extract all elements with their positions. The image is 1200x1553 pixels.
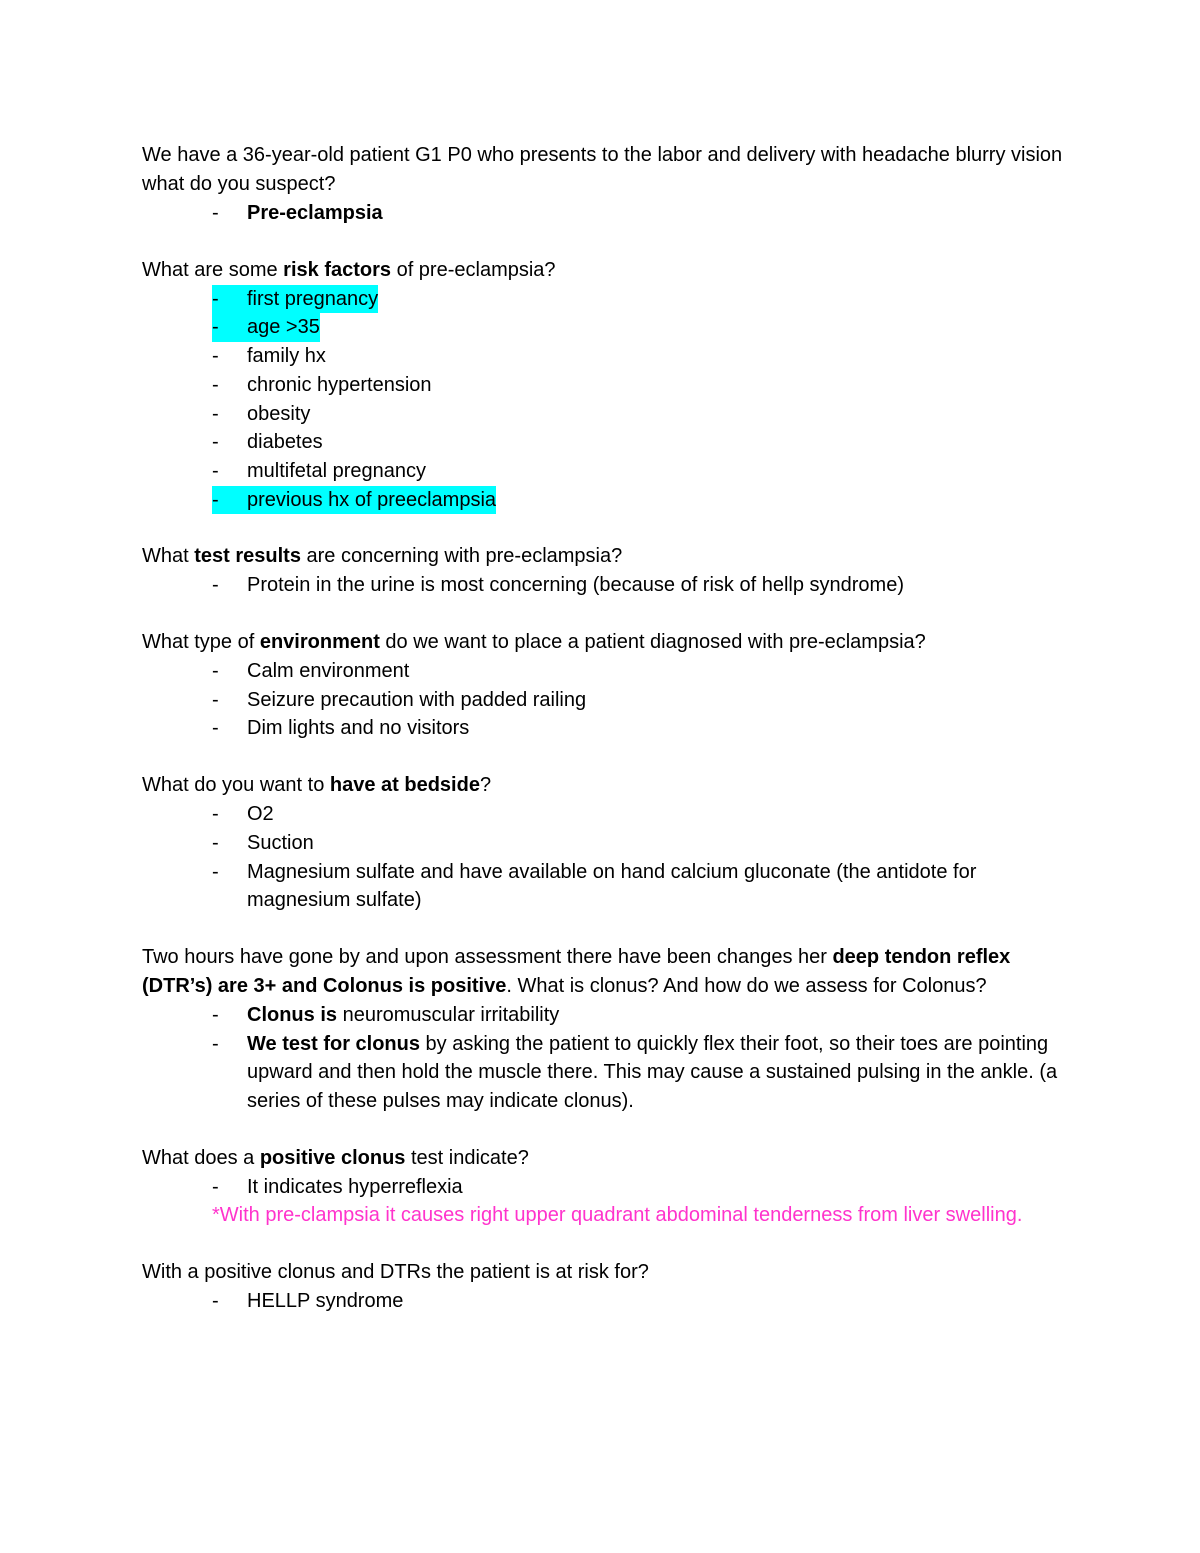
question-keyword: risk factors [283, 258, 392, 281]
answer-item [142, 1287, 1072, 1316]
bullet-dash: - [212, 1032, 219, 1055]
question-text: do we want to place a patient diagnosed with pre-eclampsia? [379, 631, 926, 654]
answer-segment: O2 [247, 803, 274, 826]
question-text: are concerning with pre-eclampsia? [300, 545, 623, 568]
answer-list [142, 657, 1072, 743]
answer-segment: multifetal pregnancy [247, 459, 426, 482]
answer-segment: Seizure precaution with padded railing [247, 688, 587, 711]
qa-section [142, 542, 1072, 600]
answer-text [212, 486, 496, 515]
bullet-dash: - [212, 717, 219, 740]
answer-segment: It indicates hyperreflexia [247, 1175, 463, 1198]
question-text: . What is clonus? And how do we assess for Colonus? [506, 974, 987, 997]
bullet-dash: - [212, 287, 219, 310]
question-text: We have a 36-year-old patient G1 P0 who presents to the labor and delivery with headache blurry vision what do you suspect? [142, 144, 1063, 195]
question-keyword: test results [194, 545, 301, 568]
bullet-dash: - [212, 688, 219, 711]
answer-text [247, 832, 314, 854]
qa-section [142, 141, 1072, 228]
answer-item [142, 199, 1072, 228]
answer-item [142, 1001, 1072, 1030]
answer-keyword: Clonus is [247, 1003, 338, 1026]
question [142, 1258, 1072, 1287]
answer-list [142, 199, 1072, 228]
bullet-dash: - [212, 860, 219, 883]
qa-section [142, 628, 1072, 743]
question [142, 256, 1072, 285]
answer-text [247, 861, 976, 912]
bullet-dash: - [212, 831, 219, 854]
answer-item [142, 457, 1072, 486]
answer-segment: obesity [247, 402, 311, 425]
answer-item [142, 829, 1072, 858]
answer-item [142, 714, 1072, 743]
answer-item-highlighted [142, 313, 1072, 342]
qa-section [142, 771, 1072, 915]
answer-item [142, 571, 1072, 600]
answer-item [142, 1173, 1072, 1202]
answer-keyword: We test for clonus [247, 1032, 420, 1055]
answer-text [247, 1176, 463, 1198]
question [142, 1144, 1072, 1173]
answer-item [142, 428, 1072, 457]
answer-item [142, 800, 1072, 829]
question-text: of pre-eclampsia? [391, 258, 556, 281]
answer-list [142, 571, 1072, 600]
answer-text [247, 660, 409, 682]
bullet-dash: - [212, 1003, 219, 1026]
question-text: With a positive clonus and DTRs the patient is at risk for? [142, 1261, 649, 1284]
answer-item [142, 858, 1072, 915]
answer-item-highlighted [142, 486, 1072, 515]
answer-text [247, 574, 904, 596]
bullet-dash: - [212, 803, 219, 826]
bullet-dash: - [212, 402, 219, 425]
question [142, 542, 1072, 571]
answer-keyword: Pre-eclampsia [247, 202, 383, 224]
answer-text [247, 717, 469, 739]
question-text: What does a [142, 1146, 260, 1169]
document-content [142, 141, 1072, 1344]
question [142, 141, 1072, 199]
answer-text [247, 403, 310, 425]
question-text: What [142, 545, 195, 568]
answer-text [247, 1290, 403, 1312]
answer-list [142, 1287, 1072, 1316]
answer-segment: first pregnancy [247, 287, 379, 310]
answer-text [247, 803, 274, 825]
answer-segment: chronic hypertension [247, 373, 432, 396]
question-text: What are some [142, 258, 284, 281]
bullet-dash: - [212, 202, 219, 224]
answer-item [142, 1030, 1072, 1116]
answer-list [142, 285, 1072, 515]
answer-segment: Calm environment [247, 660, 410, 683]
bullet-dash: - [212, 316, 219, 339]
question [142, 771, 1072, 800]
answer-text [247, 431, 323, 453]
bullet-dash: - [212, 488, 219, 511]
answer-segment: diabetes [247, 431, 323, 454]
answer-segment: Magnesium sulfate and have available on hand calcium gluconate (the antidote for magnesium sulfate) [247, 860, 977, 912]
answer-text [247, 1004, 559, 1026]
answer-segment: Protein in the urine is most concerning (because of risk of hellp syndrome) [247, 574, 904, 597]
bullet-dash: - [212, 1175, 219, 1198]
answer-segment: by asking the patient to quickly flex their foot, so their toes are pointing upward and then hold the muscle there. This may cause a sustained pulsing in the ankle. (a series of these pulses may indicate clonus). [247, 1032, 1058, 1113]
answer-item [142, 371, 1072, 400]
question-keyword: environment [259, 631, 380, 654]
question-keyword: have at bedside [329, 774, 480, 797]
answer-text [247, 1033, 1057, 1112]
question-text: What type of [142, 631, 260, 654]
bullet-dash: - [212, 431, 219, 454]
question-text: test indicate? [405, 1146, 529, 1169]
bullet-dash: - [212, 574, 219, 597]
qa-section [142, 1144, 1072, 1231]
question-text: What do you want to [142, 774, 330, 797]
answer-item [142, 657, 1072, 686]
answer-item [142, 686, 1072, 715]
callout-note: *With pre-clampsia it causes right upper quadrant abdominal tenderness from liver swelling. [212, 1204, 1023, 1227]
bullet-dash: - [212, 373, 219, 396]
bullet-dash: - [212, 459, 219, 482]
answer-item [142, 342, 1072, 371]
question [142, 943, 1072, 1001]
answer-segment: family hx [247, 345, 326, 368]
answer-segment: Dim lights and no visitors [247, 717, 470, 740]
qa-section [142, 943, 1072, 1116]
question-text: Two hours have gone by and upon assessment there have been changes her [142, 945, 833, 968]
answer-segment: previous hx of preeclampsia [247, 488, 497, 511]
question-keyword: deep tendon reflex (DTR’s) are 3+ and Colonus is positive [142, 945, 1011, 997]
answer-item-highlighted [142, 285, 1072, 314]
bullet-dash: - [212, 660, 219, 683]
answer-text [247, 689, 586, 711]
answer-text [247, 345, 326, 367]
bullet-dash: - [212, 1290, 219, 1313]
answer-text [247, 374, 432, 396]
answer-text [247, 202, 383, 224]
answer-list [142, 800, 1072, 915]
answer-segment: Suction [247, 831, 314, 854]
qa-section [142, 256, 1072, 515]
question [142, 628, 1072, 657]
qa-section [142, 1258, 1072, 1316]
answer-segment: HELLP syndrome [247, 1290, 404, 1313]
answer-list [142, 1001, 1072, 1116]
answer-list [142, 1173, 1072, 1202]
bullet-dash: - [212, 345, 219, 368]
answer-segment: neuromuscular irritability [337, 1003, 560, 1026]
answer-text [247, 460, 426, 482]
answer-segment: age >35 [247, 316, 320, 339]
question-keyword: positive clonus [259, 1146, 406, 1169]
answer-item [142, 400, 1072, 429]
question-text: ? [479, 774, 492, 797]
